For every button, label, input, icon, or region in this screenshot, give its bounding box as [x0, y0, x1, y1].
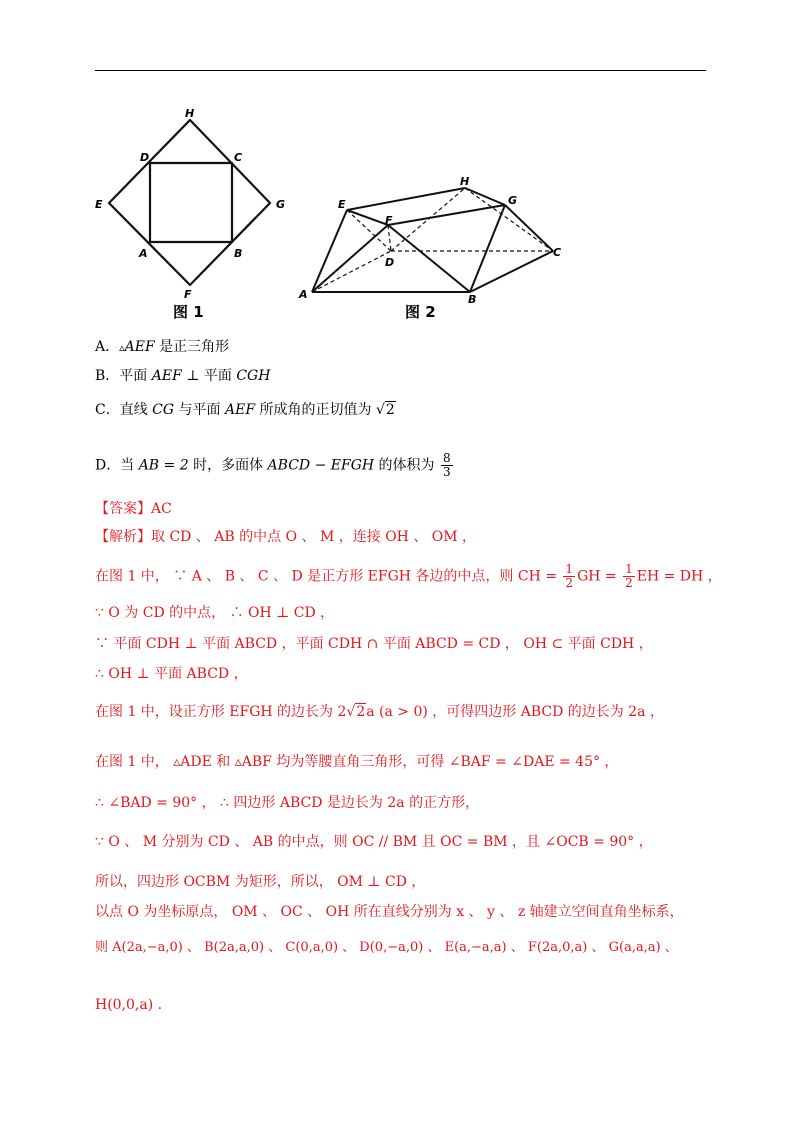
label-c: C — [234, 151, 243, 164]
option-c: C．直线 CG 与平面 AEF 所成角的正切值为 √2 — [95, 402, 395, 418]
analysis-line-6: 在图 1 中，设正方形 EFGH 的边长为 2√2a (a > 0) ，可得四边形 ABCD 的边长为 2a ， — [95, 704, 664, 720]
analysis-line-7: 在图 1 中， ▵ADE 和 ▵ABF 均为等腰直角三角形，可得 ∠BAF = ∠DAE = 45° ， — [95, 754, 619, 770]
label-h: H — [460, 175, 470, 188]
label-f: F — [184, 288, 192, 301]
label-h: H — [185, 107, 195, 120]
analysis-line-13: H(0,0,a) . — [95, 997, 163, 1013]
analysis-line-2: 在图 1 中， ∵ A 、 B 、 C 、 D 是正方形 EFGH 各边的中点，则 CH = $\frac{1}{2}$ GH = $\frac{1}{2}$ EH = DH ， — [95, 562, 722, 590]
square-efgh — [109, 120, 270, 285]
figure-2-caption: 图 2 — [405, 303, 436, 321]
analysis-line-12: 则 A(2a,−a,0) 、 B(2a,a,0) 、 C(0,a,0) 、 D(0,−a,0) 、 E(a,−a,a) 、 F(2a,0,a) 、 G(a,a,a) 、 — [95, 940, 678, 955]
label-e: E — [338, 198, 346, 211]
analysis-label: 【解析】 — [95, 529, 151, 545]
figure-1-caption: 图 1 — [173, 303, 204, 321]
option-a: A．▵AEF 是正三角形 — [95, 339, 230, 355]
label-a: A — [139, 247, 148, 260]
analysis-line-10: 所以，四边形 OCBM 为矩形，所以， OM ⊥ CD ， — [95, 874, 426, 890]
option-b: B．平面 AEF ⊥ 平面 CGH — [95, 368, 271, 384]
analysis-line-5: ∴ OH ⊥ 平面 ABCD ， — [95, 666, 248, 682]
sqrt-2: √2 — [375, 402, 395, 418]
top-rule — [95, 70, 706, 71]
answer-value: AC — [151, 501, 172, 517]
label-b: B — [468, 293, 477, 306]
analysis-line-11: 以点 O 为坐标原点， OM 、 OC 、 OH 所在直线分别为 x 、 y 、 z 轴建立空间直角坐标系， — [95, 904, 684, 920]
figure-1 — [95, 100, 295, 325]
figure-2 — [290, 170, 580, 325]
label-f: F — [385, 214, 393, 227]
label-g: G — [276, 198, 286, 211]
label-g: G — [508, 194, 518, 207]
label-d: D — [385, 256, 395, 269]
analysis-line-3: ∵ O 为 CD 的中点， ∴ OH ⊥ CD ， — [95, 605, 335, 621]
analysis-line-1: 【解析】取 CD 、 AB 的中点 O 、 M ，连接 OH 、 OM ， — [95, 529, 477, 545]
analysis-line-9: ∵ O 、 M 分别为 CD 、 AB 的中点，则 OC // BM 且 OC = BM ，且 ∠OCB = 90° ， — [95, 834, 653, 850]
label-c: C — [553, 246, 562, 259]
analysis-line-8: ∴ ∠BAD = 90° ， ∴ 四边形 ABCD 是边长为 2a 的正方形， — [95, 795, 480, 811]
label-a: A — [299, 288, 308, 301]
label-b: B — [234, 247, 243, 260]
answer — [95, 499, 172, 519]
answer-label: 【答案】 — [95, 501, 151, 517]
analysis-line-4: ∵ 平面 CDH ⊥ 平面 ABCD ，平面 CDH ∩ 平面 ABCD = CD ， OH ⊂ 平面 CDH ， — [95, 636, 653, 652]
label-d: D — [140, 151, 150, 164]
fraction-8-3: $\frac{8}{3}$ — [443, 451, 451, 479]
option-d: D．当 AB = 2 时，多面体 ABCD − EFGH 的体积为 $\frac{8}{3}$ — [95, 451, 451, 479]
label-e: E — [95, 198, 103, 211]
square-abcd — [150, 163, 232, 242]
